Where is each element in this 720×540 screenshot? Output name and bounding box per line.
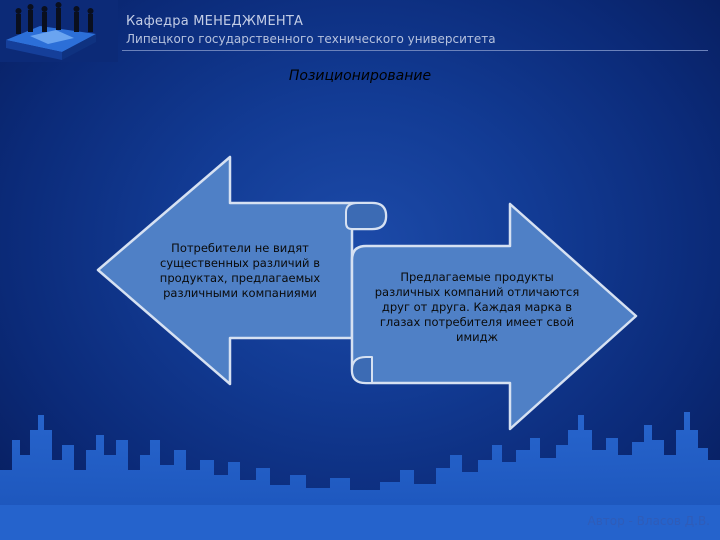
right-arrow-curl [352, 357, 372, 383]
slide-title: Позиционирование [288, 68, 432, 84]
left-arrow-text: Потребители не видят существенных различий в продуктах, предлагаемых различными компаниями [159, 241, 321, 300]
right-arrow-text: Предлагаемые продукты различных компаний отличаются друг от друга. Каждая марка в глазах потребителя имеет свой имидж [374, 270, 580, 344]
left-arrow-curl [346, 203, 386, 229]
author-caption: Автор - Власов Д.В. [587, 514, 710, 528]
department-title: Кафедра МЕНЕДЖМЕНТА [126, 14, 304, 29]
university-title: Липецкого государственного технического университета [126, 32, 496, 46]
